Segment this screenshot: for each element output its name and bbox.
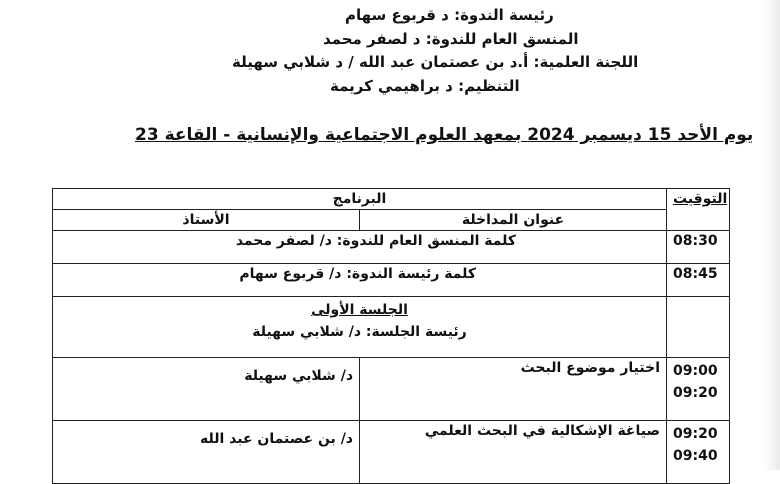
session-time-empty xyxy=(667,297,730,358)
coordinator-line: المنسق العام للندوة: د لصفر محمد xyxy=(323,30,579,48)
session-chair: رئيسة الجلسة: د/ شلابي سهيلة xyxy=(252,324,467,340)
talk-2-end: 09:40 xyxy=(673,448,718,464)
talk-1-time xyxy=(667,358,730,421)
talk-1-end: 09:20 xyxy=(673,385,718,401)
session-cell xyxy=(53,297,667,358)
talk-2-start: 09:20 xyxy=(673,426,718,442)
organization-line: التنظيم: د براهيمي كريمة xyxy=(330,77,520,95)
program-label-row xyxy=(53,189,730,210)
talk-1-professor: د/ شلابي سهيلة xyxy=(53,358,360,421)
time-header-text: التوقيت xyxy=(673,191,728,207)
speech-2-text: كلمة رئيسة الندوة: د/ قربوع سهام xyxy=(53,264,667,297)
talk-1-start: 09:00 xyxy=(673,363,718,379)
talk-row-2 xyxy=(53,421,730,484)
speech-row-2 xyxy=(53,264,730,297)
chair-line: رئيسة الندوة: د قربوع سهام xyxy=(345,6,554,24)
speech-1-text: كلمة المنسق العام للندوة: د/ لصفر محمد xyxy=(53,231,667,264)
talk-2-professor: د/ بن عصتمان عبد الله xyxy=(53,421,360,484)
speech-row-1 xyxy=(53,231,730,264)
speech-2-time: 08:45 xyxy=(667,264,730,297)
talk-row-1 xyxy=(53,358,730,421)
speech-1-time: 08:30 xyxy=(667,231,730,264)
session-title: الجلسة الأولى xyxy=(311,302,408,318)
scientific-committee-line: اللجنة العلمية: أ.د بن عصتمان عبد الله / د شلابي سهيلة xyxy=(232,53,639,71)
professor-column-header: الأستاذ xyxy=(53,210,360,231)
page-edge-shadow xyxy=(762,0,780,470)
talk-2-time xyxy=(667,421,730,484)
page-title: يوم الأحد 15 ديسمبر 2024 بمعهد العلوم الاجتماعية والإنسانية - القاعة 23 xyxy=(135,125,754,145)
talk-2-title: صياغة الإشكالية في البحث العلمي xyxy=(360,421,667,484)
time-column-header xyxy=(667,189,730,231)
program-table xyxy=(52,188,730,484)
program-label: البرنامج xyxy=(53,189,667,210)
column-header-row xyxy=(53,210,730,231)
title-column-header: عنوان المداخلة xyxy=(360,210,667,231)
session-row xyxy=(53,297,730,358)
talk-1-title: اختيار موضوع البحث xyxy=(360,358,667,421)
